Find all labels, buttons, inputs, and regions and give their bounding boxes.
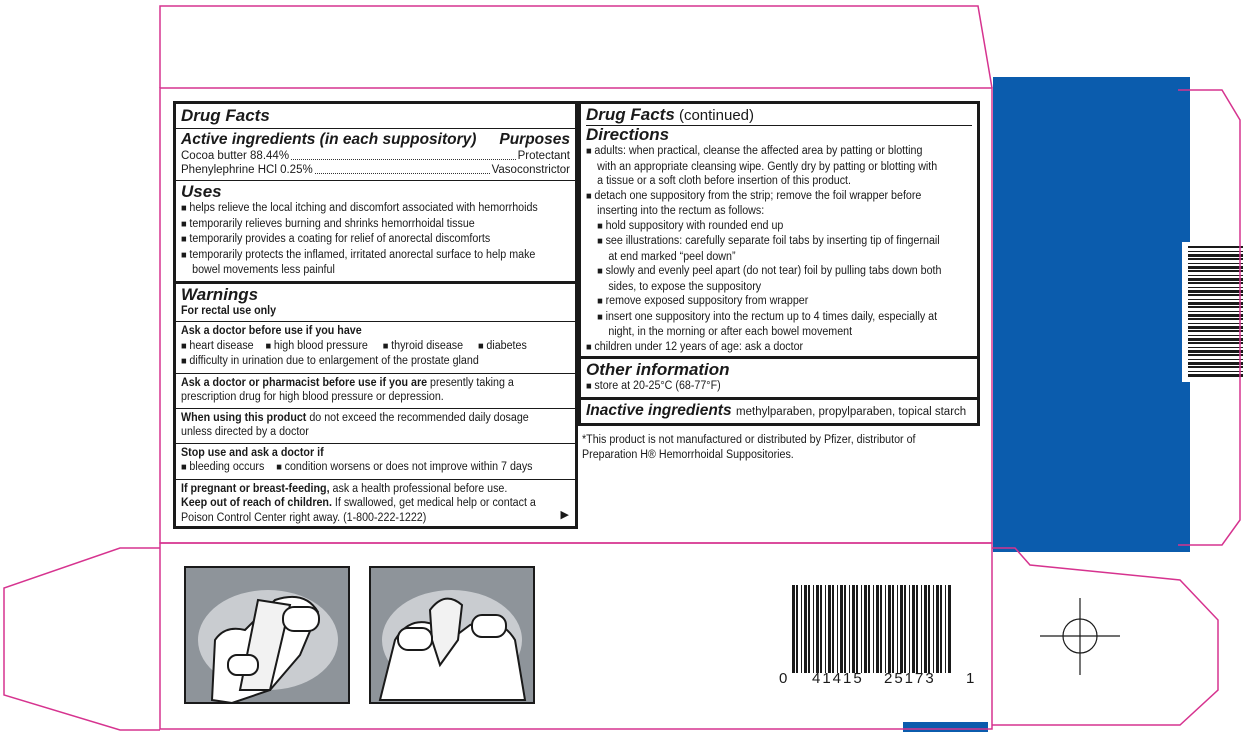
footnote: *This product is not manufactured or distributed by Pfizer, distributor of Preparation H® Hemorrhoidal Suppositories. [582, 434, 916, 461]
direction-line: ■ insert one suppository into the rectum up to 4 times daily, especially at [586, 310, 945, 326]
side-barcode-bar [1188, 318, 1243, 320]
illustration-peel-foil [370, 567, 534, 703]
barcode-bar [945, 585, 946, 673]
ask-doctor-heading: Ask a doctor before use if you have [181, 325, 362, 337]
direction-line: ■ remove exposed suppository from wrapper [586, 294, 945, 310]
inactive-ingredients-heading: Inactive ingredients [586, 402, 732, 419]
when-using-warning: When using this product do not exceed the recommended daily dosage [181, 411, 529, 424]
side-barcode-bar [1188, 263, 1243, 264]
barcode-bar [921, 585, 922, 673]
barcode-bar [928, 585, 930, 673]
keep-out-warning: Keep out of reach of children. If swallowed, get medical help or contact a [181, 497, 536, 509]
ask-doctor-item: ■ difficulty in urination due to enlargement of the prostate gland [181, 354, 543, 370]
barcode-bar [912, 585, 915, 673]
drug-facts-right-panel: Drug Facts (continued) Directions ■ adults: when practical, cleanse the affected area by patting or blotting with an appropriate cleansing wipe. Gently dry by patting or blotting with a tissue or a soft cloth before insertion of this product. ■ detach one suppository from the strip; remove the foil wrapper before inserting into the rectum as follows: ■ hold suppository with rounded end up ■ see illustrations: carefully separate foil tabs by inserting tip of fingernail at end marked “peel down” ■ slowly and evenly peel apart (do not tear) foil by pulling tabs down both sides, to expose the suppository ■ remove exposed suppository from wrapper ■ insert one suppository into the rectum up to 4 times daily, especially at night, in the morning or after each bowel movement ■ children under 12 years of age: ask a doctor [578, 101, 980, 359]
barcode-bar [840, 585, 843, 673]
barcode-bar [852, 585, 855, 673]
side-barcode-bar [1188, 306, 1243, 308]
side-barcode-bar [1188, 347, 1243, 348]
top-flap [160, 6, 992, 88]
direction-line: ■ slowly and evenly peel apart (do not tear) foil by pulling tabs down both [586, 264, 945, 280]
barcode-bar [924, 585, 927, 673]
side-barcode-bar [1188, 299, 1243, 300]
barcode-bar [808, 585, 810, 673]
barcode-bar [861, 585, 862, 673]
pharmacist-warning: Ask a doctor or pharmacist before use if you are presently taking a [181, 376, 514, 389]
side-barcode-bar [1188, 342, 1243, 344]
barcode-bar [820, 585, 822, 673]
registration-mark [1040, 598, 1120, 675]
ingredient-row: Cocoa butter 88.44% Protectant [181, 150, 570, 162]
purposes-heading: Purposes [499, 131, 570, 148]
side-barcode-bar [1188, 278, 1243, 281]
side-barcode-bar [1188, 246, 1243, 248]
uses-item-cont: bowel movements less painful [192, 264, 335, 276]
direction-line: at end marked “peel down” [608, 250, 736, 263]
directions-list [586, 144, 945, 355]
direction-line: a tissue or a soft cloth before insertion of this product. [597, 175, 852, 187]
uses-item: ■ temporarily relieves burning and shrinks hemorrhoidal tissue [181, 217, 543, 233]
directions-heading: Directions [586, 125, 670, 144]
barcode-bar [885, 585, 886, 673]
direction-line: ■ detach one suppository from the strip; remove the foil wrapper before [586, 189, 945, 205]
side-barcode-bar [1188, 311, 1243, 312]
rectal-use: For rectal use only [181, 304, 277, 317]
barcode-bar [897, 585, 898, 673]
barcode-bar [933, 585, 934, 673]
uses-item: ■ helps relieve the local itching and discomfort associated with hemorrhoids [181, 201, 543, 217]
side-barcode-bar [1188, 287, 1243, 288]
ask-doctor-conditions: ■ heart disease ■ high blood pressure ■ thyroid disease ■ diabetes [181, 339, 543, 355]
side-barcode-bar [1188, 314, 1243, 317]
side-barcode-bar [1188, 323, 1243, 324]
blue-side-panel [993, 77, 1190, 552]
barcode-bar [816, 585, 819, 673]
barcode-bar [916, 585, 918, 673]
side-barcode-bar [1188, 366, 1243, 368]
barcode-bar [868, 585, 870, 673]
barcode-bar [936, 585, 939, 673]
barcode-bar [888, 585, 891, 673]
barcode-bar [796, 585, 798, 673]
direction-line: ■ adults: when practical, cleanse the affected area by patting or blotting [586, 144, 945, 160]
side-barcode-bar [1188, 359, 1243, 360]
drug-facts-continued-title: Drug Facts [586, 105, 675, 124]
barcode-bar [832, 585, 834, 673]
uses-heading: Uses [181, 182, 222, 201]
active-ingredients-heading: Active ingredients (in each suppository) [181, 131, 477, 148]
ingredient-row: Phenylephrine HCl 0.25% Vasoconstrictor [181, 164, 570, 176]
barcode-bar [792, 585, 795, 673]
drug-facts-title: Drug Facts [181, 106, 270, 125]
side-barcode-bar [1188, 294, 1243, 296]
pregnant-warning: If pregnant or breast-feeding, ask a health professional before use. [181, 482, 508, 495]
blue-bottom-strip [903, 722, 988, 732]
barcode-bar [813, 585, 814, 673]
side-barcode-bar [1188, 290, 1243, 293]
direction-line: with an appropriate cleansing wipe. Gently dry by patting or blotting with [597, 160, 938, 173]
barcode-bar [837, 585, 838, 673]
side-barcode-bar [1188, 258, 1243, 260]
barcode-bar [940, 585, 942, 673]
side-barcode-bar [1188, 275, 1243, 276]
barcode-bar [909, 585, 910, 673]
barcode-bar [948, 585, 951, 673]
uses-item: ■ temporarily protects the inflamed, irritated anorectal surface to help make [181, 248, 543, 264]
direction-line: night, in the morning or after each bowel movement [608, 326, 853, 338]
barcode-bar [873, 585, 874, 673]
side-barcode-bar [1188, 335, 1243, 336]
barcode-bar [904, 585, 906, 673]
barcode-bar [828, 585, 831, 673]
barcode-bar [880, 585, 882, 673]
barcode-digit-right: 1 [966, 670, 975, 687]
direction-line: ■ see illustrations: carefully separate foil tabs by inserting tip of fingernail [586, 234, 945, 250]
stop-use-heading: Stop use and ask a doctor if [181, 446, 324, 459]
inactive-ingredients-panel [578, 400, 980, 426]
side-barcode-bar [1188, 350, 1243, 353]
storage-item: ■ store at 20-25°C (68-77°F) [586, 379, 945, 395]
barcode-bar [849, 585, 850, 673]
barcode-digit-left: 0 [779, 670, 788, 687]
direction-line: inserting into the rectum as follows: [597, 205, 765, 217]
barcode-bar [900, 585, 903, 673]
direction-line: ■ children under 12 years of age: ask a doctor [586, 340, 945, 356]
other-information-panel [578, 359, 980, 400]
barcode-bar [864, 585, 867, 673]
direction-line: ■ hold suppository with rounded end up [586, 219, 945, 235]
side-barcode-bar [1188, 338, 1243, 341]
barcode-bar [876, 585, 879, 673]
drug-facts-left-panel: Drug Facts Active ingredients (in each suppository) Purposes Cocoa butter 88.44% Protectant Phenylephrine HCl 0.25% Vasoconstrictor Uses ■ helps relieve the local itching and discomfort associated with hemorrhoids ■ temporarily relieves burning and shrinks hemorrhoidal tissue ■ temporarily provides a coating for relief of anorectal discomforts ■ temporarily protects the inflamed, irritated anorectal surface to help make bowel movements less painful Warnings For rectal use only Ask a doctor before use if you have ■ heart disease ■ high blood pressure ■ thyroid disease ■ diabetes ■ difficulty in urination due to enlargement of the prostate gland Ask a doctor or pharmacist before use if you are presently taking a prescription drug for high blood pressure or depression. When using this product do not exceed the recommended daily dosage unless directed by a doctor Stop use and ask a doctor if ■ bleeding occurs ■ condition worsens or does not improve within 7 days If pregnant or breast-feeding, ask a health professional before use. Keep out of reach of children. If swallowed, get medical help or contact a Poison Control Center right away. (1-800-222-1222) ▶ [173, 101, 578, 529]
barcode-digits-left-group: 41415 [812, 670, 864, 687]
barcode-digits-right-group: 25173 [884, 670, 936, 687]
warnings-heading: Warnings [181, 284, 259, 304]
side-barcode-bar [1188, 362, 1243, 365]
barcode-bar [825, 585, 826, 673]
barcode-bar [856, 585, 858, 673]
side-barcode-bar [1188, 354, 1243, 356]
barcode-bar [844, 585, 846, 673]
stop-use-items: ■ bleeding occurs ■ condition worsens or does not improve within 7 days [181, 460, 543, 476]
left-tab [4, 548, 160, 730]
inactive-ingredients-text: methylparaben, propylparaben, topical starch [736, 406, 967, 418]
upc-barcode [792, 585, 951, 673]
side-barcode-bar [1188, 282, 1243, 284]
other-information-heading: Other information [586, 360, 730, 379]
side-barcode-bar [1188, 270, 1243, 272]
side-barcode-bar [1188, 302, 1243, 305]
side-barcode-bar [1188, 254, 1243, 257]
barcode-bar [892, 585, 894, 673]
barcode-bar [804, 585, 807, 673]
side-barcode-bar [1188, 326, 1243, 329]
direction-line: sides, to expose the suppository [608, 280, 762, 293]
side-barcode-bar [1188, 374, 1243, 377]
illustration-hold-suppository [185, 567, 349, 703]
side-barcode-bar [1188, 251, 1243, 252]
barcode-bar [801, 585, 802, 673]
uses-item: ■ temporarily provides a coating for relief of anorectal discomforts [181, 232, 543, 248]
side-barcode-bar [1188, 330, 1243, 332]
continue-arrow-icon: ▶ [560, 509, 569, 521]
side-barcode-bar [1188, 371, 1243, 372]
side-barcode-bar [1188, 266, 1243, 269]
